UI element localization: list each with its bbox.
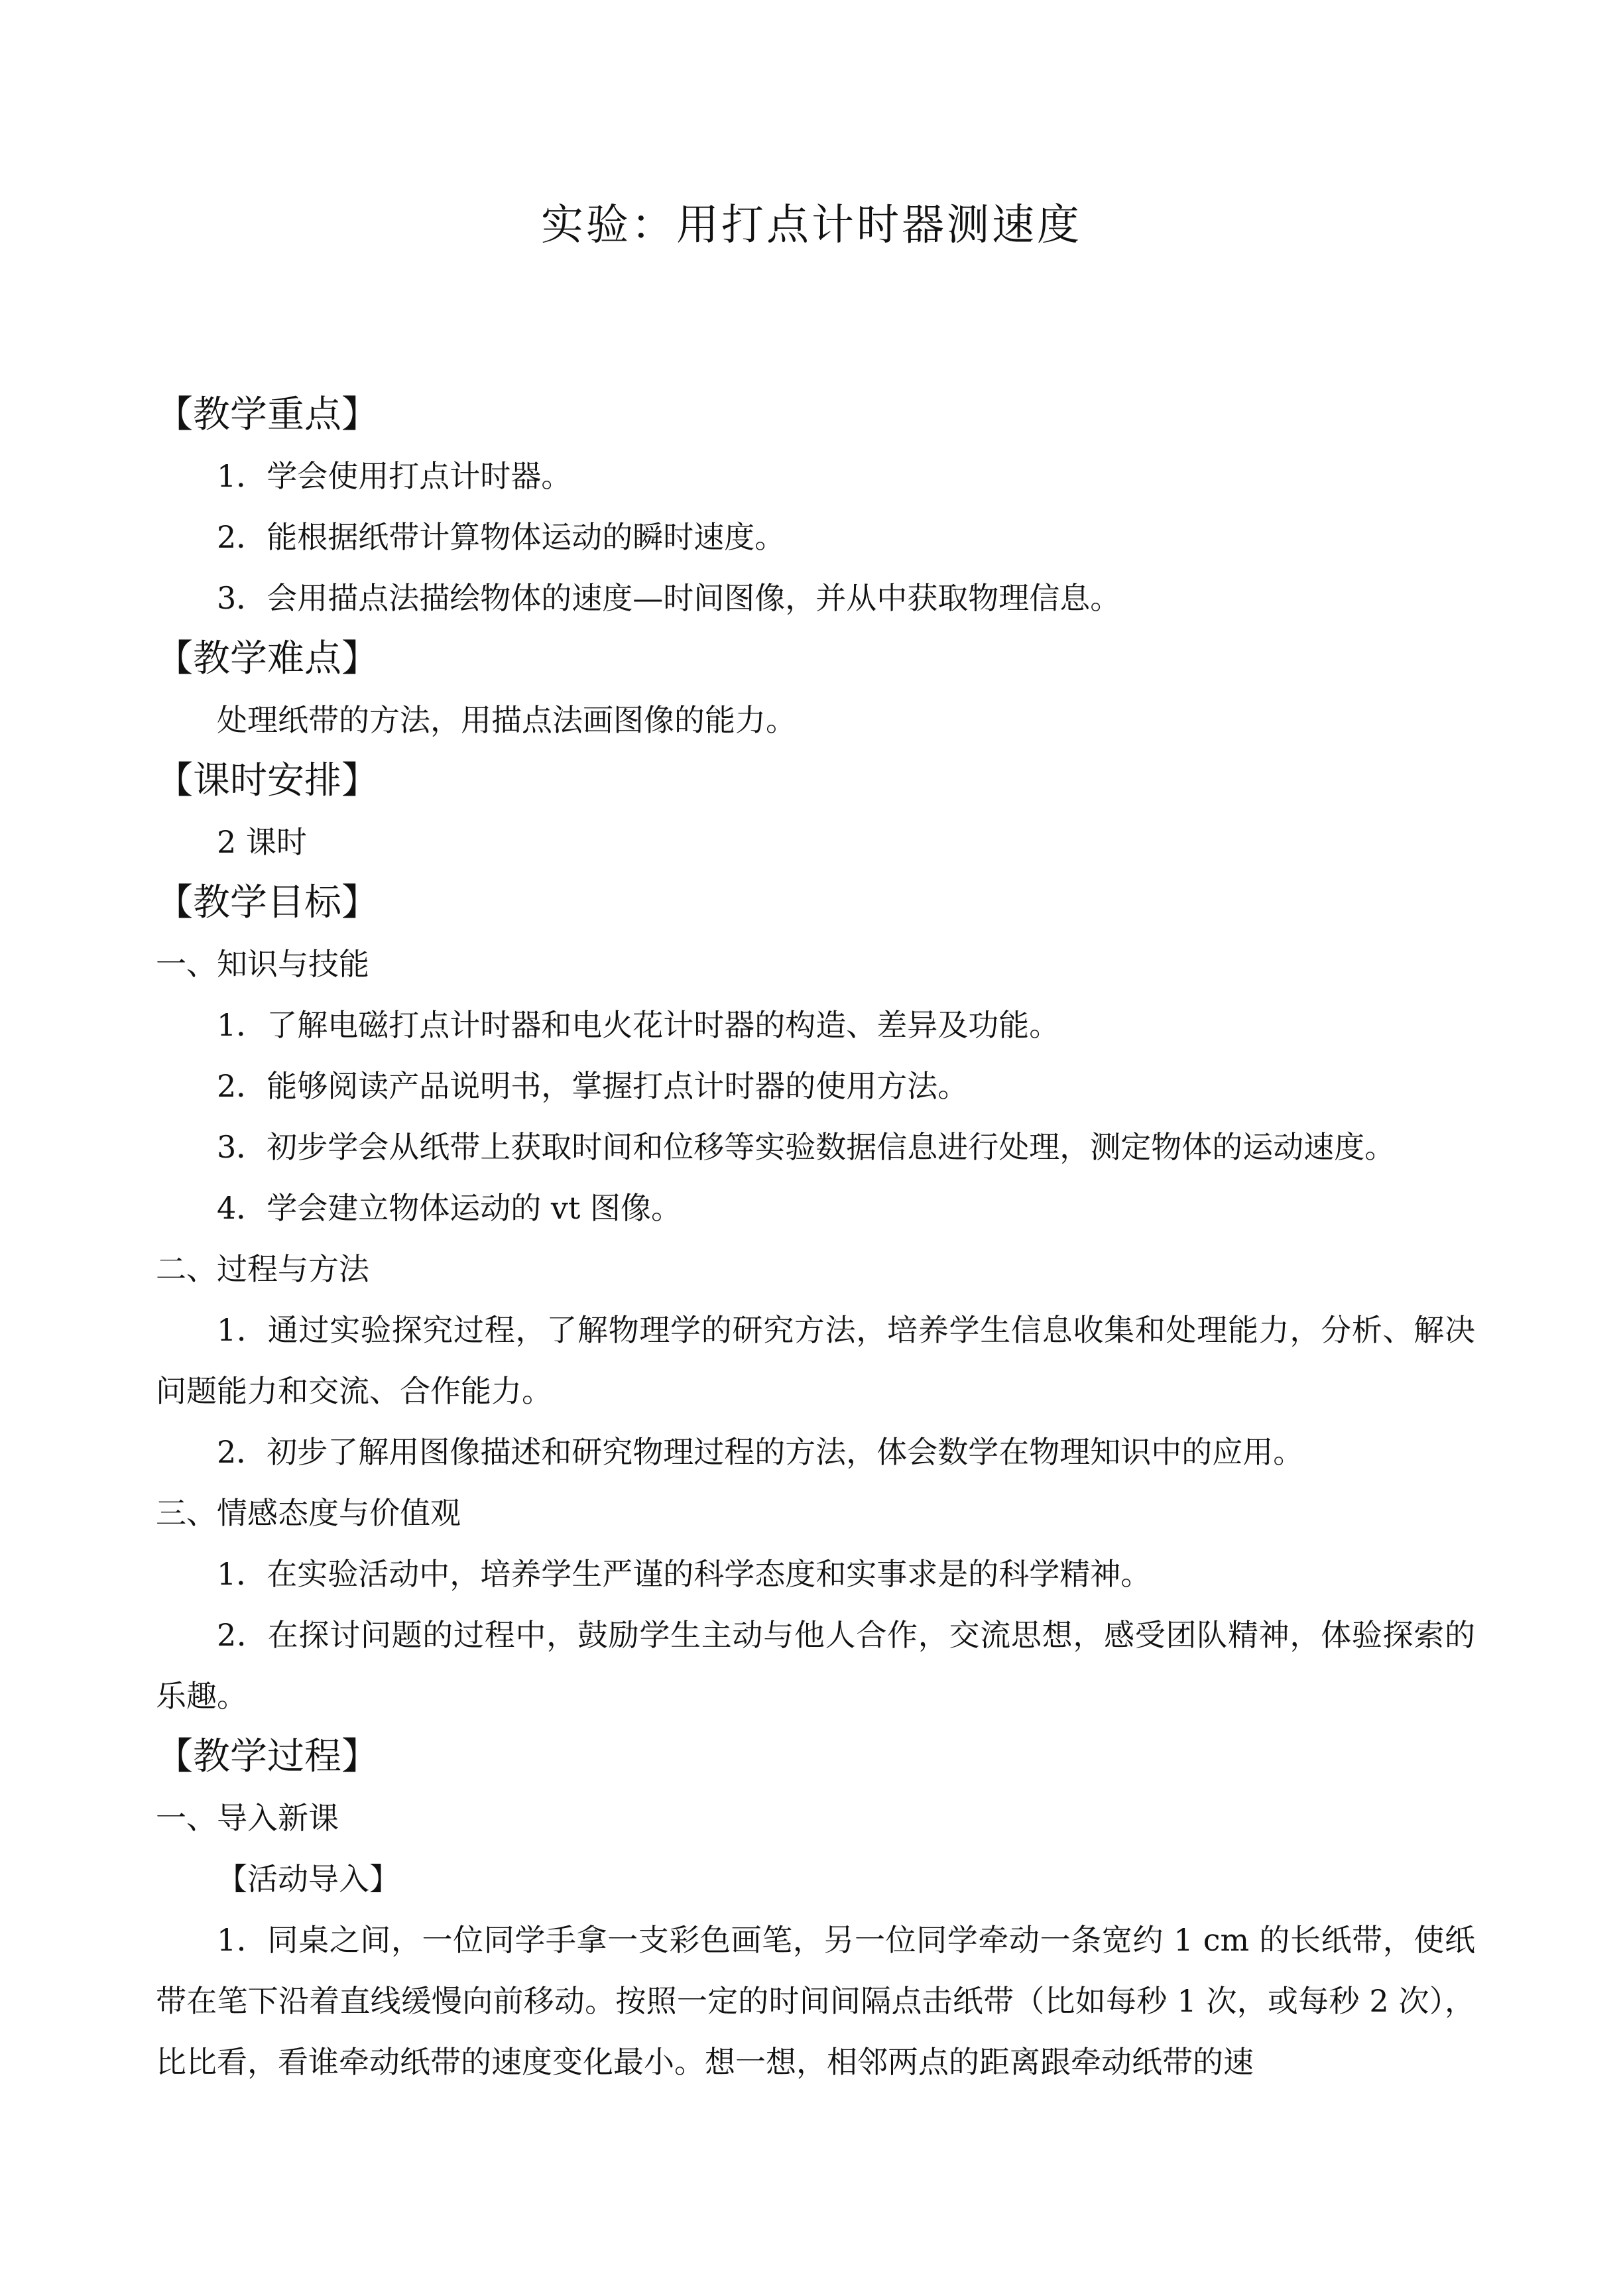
subsection-title-intro: 一、导入新课 <box>156 1800 339 1836</box>
subsection-title-attitude: 三、情感态度与价值观 <box>156 1495 461 1531</box>
section-heading-difficulties: 【教学难点】 <box>156 637 379 680</box>
list-item: 2．能根据纸带计算物体运动的瞬时速度。 <box>217 519 786 555</box>
section-heading-schedule: 【课时安排】 <box>156 759 379 802</box>
schedule-text: 2 课时 <box>217 824 307 860</box>
section-heading-key-points: 【教学重点】 <box>156 393 379 436</box>
difficulties-text: 处理纸带的方法，用描点法画图像的能力。 <box>217 702 796 738</box>
subsection-title-knowledge: 一、知识与技能 <box>156 946 369 982</box>
activity-title: 【活动导入】 <box>217 1861 400 1897</box>
document-body <box>156 385 1475 2092</box>
list-item: 2．能够阅读产品说明书，掌握打点计时器的使用方法。 <box>217 1068 969 1104</box>
page-title: 实验：用打点计时器测速度 <box>541 201 1082 250</box>
list-item: 1．在实验活动中，培养学生严谨的科学态度和实事求是的科学精神。 <box>217 1556 1152 1592</box>
list-item: 2．初步了解用图像描述和研究物理过程的方法，体会数学在物理知识中的应用。 <box>217 1434 1304 1470</box>
list-item: 4．学会建立物体运动的 vt 图像。 <box>217 1190 682 1226</box>
list-item: 3．初步学会从纸带上获取时间和位移等实验数据信息进行处理，测定物体的运动速度。 <box>217 1129 1396 1165</box>
subsection-title-process: 二、过程与方法 <box>156 1251 369 1287</box>
list-item: 1．学会使用打点计时器。 <box>217 458 572 494</box>
list-item: 1．了解电磁打点计时器和电火花计时器的构造、差异及功能。 <box>217 1007 1060 1043</box>
section-heading-objectives: 【教学目标】 <box>156 881 379 924</box>
section-heading-process: 【教学过程】 <box>156 1735 379 1778</box>
list-item: 2．在探讨问题的过程中，鼓励学生主动与他人合作，交流思想，感受团队精神，体验探索的乐趣。 <box>156 1617 1475 1714</box>
list-item: 1．通过实验探究过程，了解物理学的研究方法，培养学生信息收集和处理能力，分析、解决问题能力和交流、合作能力。 <box>156 1312 1475 1409</box>
activity-text: 1．同桌之间，一位同学手拿一支彩色画笔，另一位同学牵动一条宽约 1 cm 的长纸带，使纸带在笔下沿着直线缓慢向前移动。按照一定的时间间隔点击纸带（比如每秒 1 次，或每秒 2 次），比比看，看谁牵动纸带的速度变化最小。想一想，相邻两点的距离跟牵动纸带的速 <box>156 1922 1475 2080</box>
list-item: 3．会用描点法描绘物体的速度—时间图像，并从中获取物理信息。 <box>217 580 1121 616</box>
